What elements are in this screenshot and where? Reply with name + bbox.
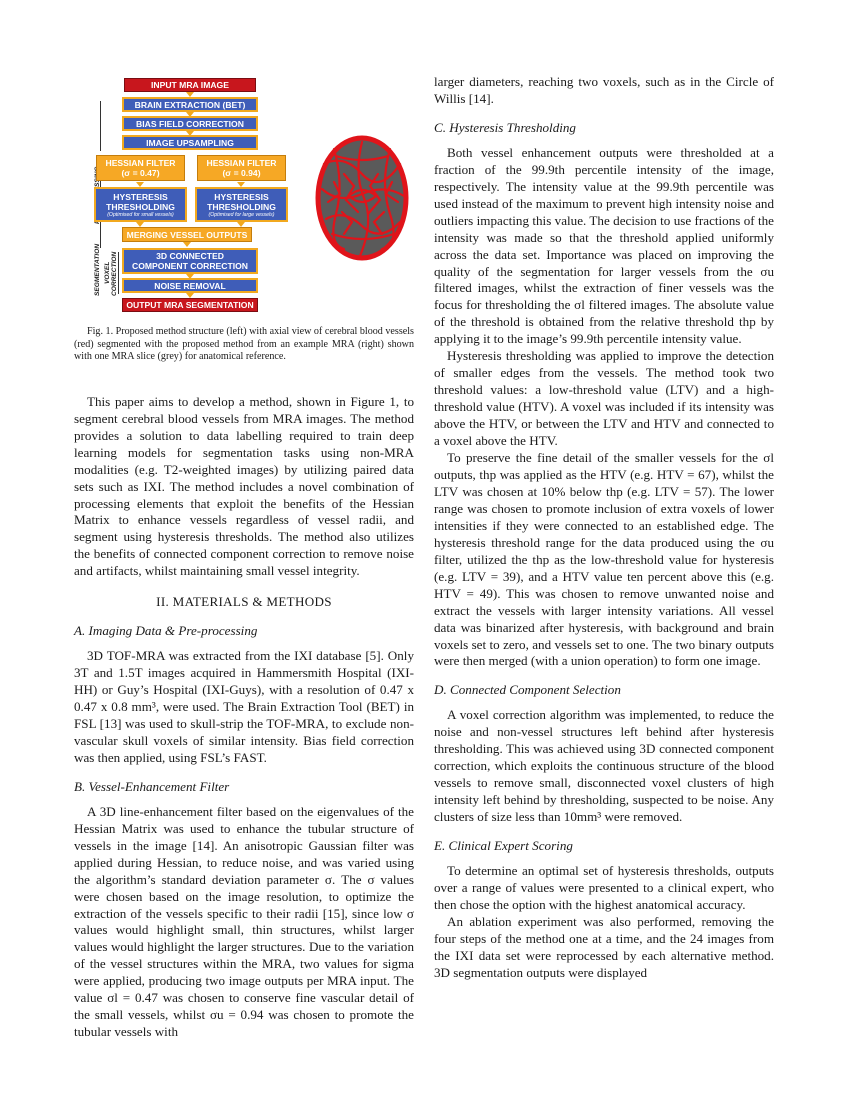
hysteresis-left-title2: THRESHOLDING [106,201,175,212]
intro-paragraph: This paper aims to develop a method, shown in Figure 1, to segment cerebral blood vessels from MRA images. The method provides a solution to data labelling required to train deep learning models for segmentation tasks using non-MRA modalities (e.g. T2-weighted images) by utilizing paired data sets such as IXI. The method includes a novel combination of processing elements that exploit the benefits of the Hessian Matrix to enhance vessels regardless of vessel radii, and segment using hysteresis thresholds. The method also utilizes the benefits of connected component correction to remove noise and artifacts, whilst maintaining small vessel integrity. [74,393,414,579]
hysteresis-right-title2: THRESHOLDING [207,201,276,212]
subsection-c-paragraph-3: To preserve the fine detail of the smaller vessels for the σl outputs, thp was applied as the HTV (e.g. HTV = 67), whilst the LTV was chosen at 10% below thp (e.g. LTV = 57). The lower range was chosen to promote inclusion of extra voxels of lower intensities if they were connected to an established edge. The hysteresis threshold range for the data produced using the σu filter, utilized the thp as the low-threshold value for hysteresis (e.g. LTV = 39), and a HTV value ten percent above this (e.g. HTV = 49). This was chosen to remove unwanted noise and extract the vessels with larger intensity variations. All vessel data was binarized after hysteresis, with background and brain voxels set to zero, and vessels set to one. The two binary outputs were then merged (with a union operation) to form one image. [434,450,774,669]
connected-component-line1: 3D CONNECTED [156,251,224,261]
brain-extraction-label: BRAIN EXTRACTION (BET) [134,99,246,110]
subsection-c-title: C. Hysteresis Thresholding [434,119,576,135]
voxel-label: VOXEL [104,261,111,284]
hessian-left-box [96,155,185,181]
correction-label: CORRECTION [111,251,118,296]
bias-field-box [122,116,258,131]
output-segmentation-box [122,298,258,312]
hysteresis-left-note: (Optimised for small vessels) [107,211,174,218]
hysteresis-right-box [195,187,288,222]
preprocessing-brace [100,101,101,151]
right-column [434,74,774,982]
left-column [74,74,414,1041]
merging-label: MERGING VESSEL OUTPUTS [126,229,248,240]
arrow-6 [183,242,191,247]
subsection-d-paragraph: A voxel correction algorithm was implemented, to reduce the noise and non-vessel structures left behind after hysteresis thresholding. This was achieved using 3D connected component correction, which exploits the continuous structure of the blood vessels to remove small, disconnected voxel clusters of high intensity left behind by thresholding, suspected to be noise. Any clusters of size less than 10mm³ were removed. [434,707,774,825]
subsection-b-title: B. Vessel-Enhancement Filter [74,778,230,794]
brain-vessel-image [314,134,414,264]
hessian-right-param: (σ = 0.94) [222,168,261,178]
continued-paragraph: larger diameters, reaching two voxels, such as in the Circle of Willis [14]. [434,74,774,106]
subsection-e-title: E. Clinical Expert Scoring [434,838,573,854]
section-title: II. MATERIALS & METHODS [156,594,332,610]
figure-1 [74,74,414,326]
hysteresis-left-box [94,187,187,222]
image-upsampling-label: IMAGE UPSAMPLING [146,137,234,148]
subsection-e-paragraph-2: An ablation experiment was also performed, removing the four steps of the method one at a time, and the 24 images from the IXI data set were reprocessed by each alternative method. 3D segmentation outputs were displayed [434,913,774,980]
connected-component-line2: COMPONENT CORRECTION [131,261,248,271]
hessian-right-title: HESSIAN FILTER [206,158,277,168]
hessian-left-title: HESSIAN FILTER [105,158,176,168]
subsection-a-paragraph: 3D TOF-MRA was extracted from the IXI database [5]. Only 3T and 1.5T images acquired in Hammersmith Hospital (IXI-HH) or Guy’s Hospital (IXI-Guys), with a resolution of 0.47 x 0.47 x 0.8 mm³, were used. The Brain Extraction Tool (BET) in FSL [13] was used to skull-strip the TOF-MRA, to exclude non-vascular skull voxels of similar intensity. Bias field correction was then applied, using FSL’s FAST. [74,648,414,765]
brain-extraction-box [122,97,258,112]
hysteresis-right-title: HYSTERESIS [214,191,269,202]
segmentation-label: SEGMENTATION [94,243,101,296]
merging-box [122,227,252,242]
subsection-a-title: A. Imaging Data & Pre-processing [74,623,258,639]
hessian-right-box [197,155,286,181]
subsection-b-paragraph: A 3D line-enhancement filter based on the eigenvalues of the Hessian Matrix was used to enhance the tubular structure of vessels in the image [14]. An anisotropic Gaussian filter was applied during Hessian, to reduce noise, and was varied using the algorithm’s standard deviation parameter σ. The σ values were chosen based on the image resolution, to optimize the extraction of the vessels specific to their radii [15], since low σ values would highlight small, thin structures, whilst larger values would highlight the larger structures. Due to the variation of the vessel structures within the MRA, two values for sigma were applied, producing two image outputs per MRA input. The value σl = 0.47 was chosen to conserve fine vascular detail of the small vessels, whilst σu = 0.94 was chosen to promote the tubular vessels with [74,803,414,1040]
subsection-d-title: D. Connected Component Selection [434,682,621,698]
subsection-c-paragraph-2: Hysteresis thresholding was applied to improve the detection of smaller edges from the vessels. The method took two threshold values: a low-threshold value (LTV) and a high-threshold value (HTV). A voxel was included if its intensity was above the HTV, or between the LTV and HTV and connected to a voxel above the HTV. [434,348,774,449]
noise-removal-box [122,278,258,293]
noise-removal-label: NOISE REMOVAL [154,280,226,291]
hysteresis-left-title: HYSTERESIS [113,191,168,202]
subsection-c-paragraph-1: Both vessel enhancement outputs were thresholded at a fraction of the 99.9th percentile intensity of the image, respectively. The intensity value at the 99.9th percentile was used instead of the maximum to prevent high intensity noise and outliers impacting this value. The decision to use fractions of the intensity was made so that the threshold applied uniformly across the data set. Importance was placed on improving the quality of the segmentation for larger vessels from the σu filtered images, whilst the extraction of finer vessels was the focus for thresholding the σl filtered images. The absolute value of the threshold is obtained from the relative threshold thp by applying it to the image’s 99.9th percentile intensity value. [434,144,774,347]
hessian-left-param: (σ = 0.47) [121,168,160,178]
subsection-e-paragraph-1: To determine an optimal set of hysteresis thresholds, outputs over a range of values were presented to a clinical expert, who then chose the option with the highest anatomical accuracy. [434,862,774,912]
voxel-correction-brace [118,252,119,294]
hysteresis-right-note: (Optimised for large vessels) [208,211,275,218]
output-segmentation-label: OUTPUT MRA SEGMENTATION [126,300,254,310]
input-mra-label: INPUT MRA IMAGE [151,80,229,90]
connected-component-box [122,248,258,274]
bias-field-label: BIAS FIELD CORRECTION [136,118,244,129]
image-upsampling-box [122,135,258,150]
input-mra-box [124,78,256,92]
figure-caption: Fig. 1. Proposed method structure (left) with axial view of cerebral blood vessels (red) segmented with the proposed method from an example MRA (right) shown with one MRA slice (grey) for anatomical reference. [74,326,414,363]
